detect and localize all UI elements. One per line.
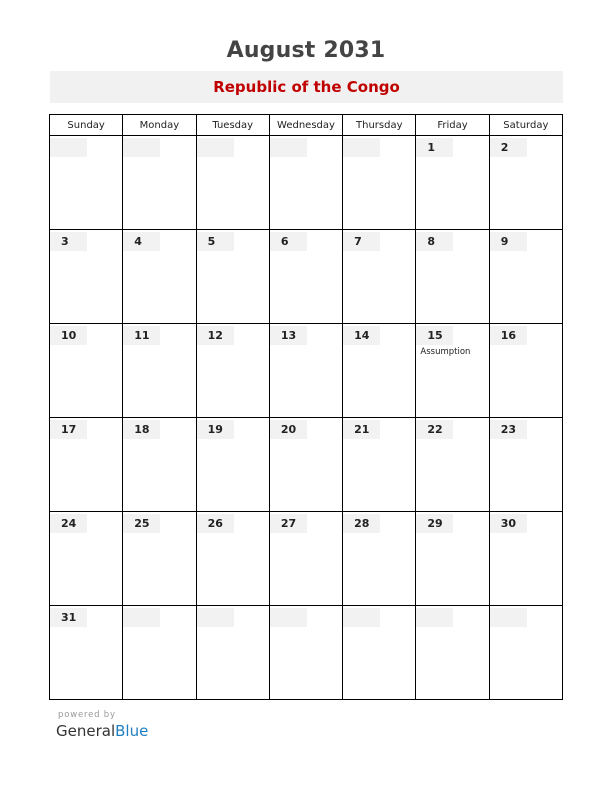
day-number: 22	[416, 420, 453, 439]
day-cell	[196, 418, 269, 512]
day-number: 3	[50, 232, 87, 251]
empty-day-cell	[269, 136, 342, 230]
day-number: 17	[50, 420, 87, 439]
week-row	[50, 324, 563, 418]
weekday-header: Friday	[416, 115, 489, 136]
day-cell	[416, 230, 489, 324]
day-number: 31	[50, 608, 87, 627]
day-cell	[343, 512, 416, 606]
day-number: 28	[343, 514, 380, 533]
empty-day-cell	[123, 136, 196, 230]
day-cell	[269, 418, 342, 512]
day-cell	[489, 230, 562, 324]
day-cell	[416, 136, 489, 230]
brand-blue-text: Blue	[115, 722, 149, 740]
day-cell	[196, 512, 269, 606]
day-cell	[489, 324, 562, 418]
day-number: 29	[416, 514, 453, 533]
day-cell	[489, 512, 562, 606]
weekday-header: Saturday	[489, 115, 562, 136]
day-number: 12	[197, 326, 234, 345]
brand-general-text: General	[56, 722, 116, 740]
day-number: 16	[490, 326, 527, 345]
day-number: 1	[416, 138, 453, 157]
weekday-header: Wednesday	[269, 115, 342, 136]
day-number	[343, 608, 380, 627]
day-cell	[489, 418, 562, 512]
powered-by-label: powered by	[58, 710, 116, 720]
day-number: 10	[50, 326, 87, 345]
day-cell	[196, 324, 269, 418]
calendar-body	[50, 136, 563, 700]
empty-day-cell	[489, 606, 562, 700]
day-number: 13	[270, 326, 307, 345]
day-cell	[343, 418, 416, 512]
week-row	[50, 230, 563, 324]
day-number: 9	[490, 232, 527, 251]
day-cell	[416, 418, 489, 512]
day-number	[490, 608, 527, 627]
day-number	[123, 138, 160, 157]
day-number: 20	[270, 420, 307, 439]
day-cell	[123, 418, 196, 512]
day-number: 7	[343, 232, 380, 251]
day-number: 2	[490, 138, 527, 157]
day-number: 5	[197, 232, 234, 251]
day-number: 27	[270, 514, 307, 533]
empty-day-cell	[343, 136, 416, 230]
day-number: 21	[343, 420, 380, 439]
country-banner	[50, 71, 563, 103]
weekday-header: Sunday	[50, 115, 123, 136]
day-cell	[123, 512, 196, 606]
day-number: 6	[270, 232, 307, 251]
day-cell	[269, 230, 342, 324]
empty-day-cell	[196, 136, 269, 230]
day-cell	[123, 230, 196, 324]
day-cell	[123, 324, 196, 418]
day-cell	[50, 230, 123, 324]
generalblue-logo	[56, 722, 148, 740]
day-number	[197, 608, 234, 627]
day-number	[270, 138, 307, 157]
day-number	[123, 608, 160, 627]
empty-day-cell	[416, 606, 489, 700]
weekday-header: Tuesday	[196, 115, 269, 136]
week-row	[50, 418, 563, 512]
day-number	[343, 138, 380, 157]
day-number: 26	[197, 514, 234, 533]
day-number	[416, 608, 453, 627]
day-cell	[196, 230, 269, 324]
country-name: Republic of the Congo	[213, 78, 400, 96]
day-cell	[489, 136, 562, 230]
week-row	[50, 512, 563, 606]
day-cell	[50, 418, 123, 512]
day-cell	[269, 512, 342, 606]
day-number: 23	[490, 420, 527, 439]
day-cell	[50, 512, 123, 606]
day-number	[270, 608, 307, 627]
empty-day-cell	[269, 606, 342, 700]
day-cell	[269, 324, 342, 418]
weekday-header: Monday	[123, 115, 196, 136]
week-row	[50, 606, 563, 700]
day-cell	[416, 512, 489, 606]
empty-day-cell	[123, 606, 196, 700]
day-number: 11	[123, 326, 160, 345]
day-cell	[416, 324, 489, 418]
empty-day-cell	[343, 606, 416, 700]
empty-day-cell	[196, 606, 269, 700]
day-number: 18	[123, 420, 160, 439]
empty-day-cell	[50, 136, 123, 230]
weekday-header-row	[50, 115, 563, 136]
day-number: 14	[343, 326, 380, 345]
footer-branding	[56, 710, 148, 740]
day-number: 15	[416, 326, 453, 345]
day-number: 24	[50, 514, 87, 533]
calendar-title: August 2031	[226, 38, 386, 63]
day-number: 25	[123, 514, 160, 533]
day-number: 19	[197, 420, 234, 439]
calendar-grid	[49, 114, 563, 700]
day-cell	[50, 324, 123, 418]
week-row	[50, 136, 563, 230]
day-number: 4	[123, 232, 160, 251]
day-cell	[50, 606, 123, 700]
day-number	[50, 138, 87, 157]
weekday-header: Thursday	[343, 115, 416, 136]
day-number: 30	[490, 514, 527, 533]
day-number	[197, 138, 234, 157]
day-cell	[343, 230, 416, 324]
day-number: 8	[416, 232, 453, 251]
holiday-label: Assumption	[420, 347, 471, 357]
day-cell	[343, 324, 416, 418]
